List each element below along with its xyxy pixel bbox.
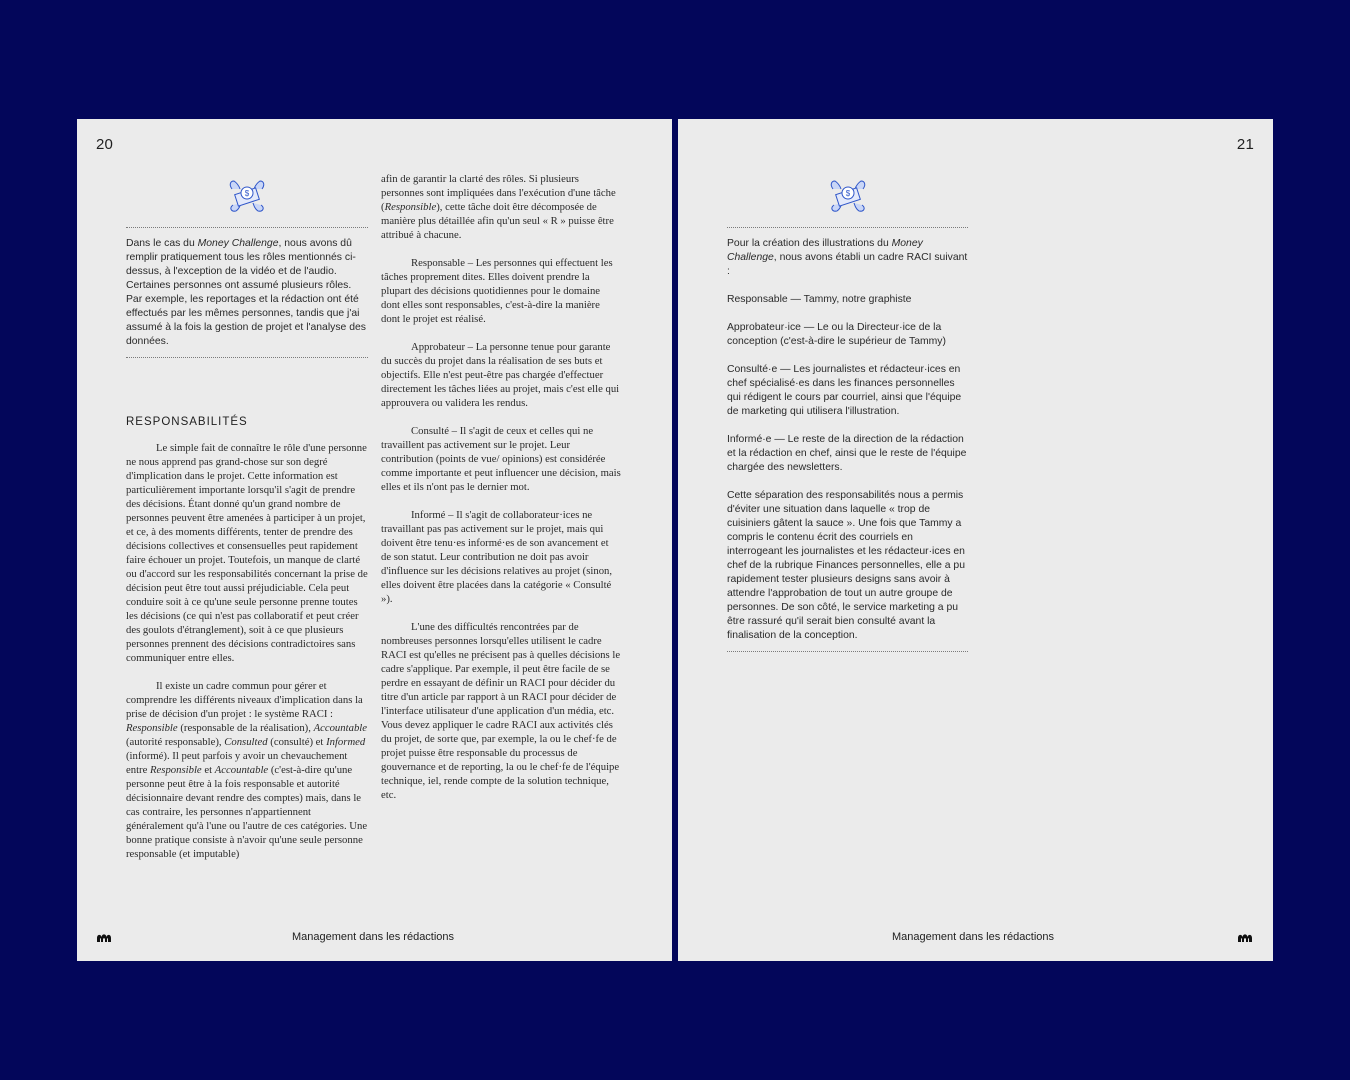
raci-example-box [727,228,968,651]
body-paragraph: afin de garantir la clarté des rôles. Si plusieurs personnes sont impliquées dans l'exécution d'une tâche (Responsible), cette tâche doit être décomposée de manière plus détaillée afin qu'un seul « R » puisse être attribué à chacune. [381,173,616,241]
raci-conclusion: Cette séparation des responsabilités nous a permis d'éviter une situation dans laquelle « trop de cuisiniers gâtent la sauce ». Une fois que Tammy a compris le contenu écrit des courriels en interrogeant les journalistes et les rédacteur·ices en chef de la rubrique Finances personnelles, elle a pu rapidement tester plusieurs designs sans avoir à attendre l'approbation de tout un autre groupe de personnes. De son côté, le service marketing a pu être rassuré qu'il serait bien consulté avant la finalisation de la conception. [727,490,965,641]
winged-coin-icon [228,177,266,213]
publisher-logo-icon [97,933,111,942]
body-paragraph: Le simple fait de connaître le rôle d'une personne ne nous apprend pas grand-chose sur son degré d'implication dans le projet. Cette information est particulièrement importante lorsqu'il s'agit de prendre des décisions. Étant donné qu'un grand nombre de personnes peuvent être amenées à participer à un projet, et ce, à des moments différents, tenter de prendre des décisions collectives et consensuelles peut rapidement faire échouer un projet. Toutefois, un manque de clarté ou d'accord sur les responsabilités concernant la prise de décision peut être tout aussi préjudiciable. Cela peut conduire soit à ce qu'une seule personne prenne toutes les décisions (ce qui n'est pas collaboratif et peut créer des goulots d'étranglement), soit à ce que plusieurs personnes prennent des décisions contradictoires sans communiquer entre elles. [126,442,368,664]
raci-informe: Informé·e — Le reste de la direction de la rédaction et la rédaction en chef, ainsi que le reste de l'équipe chargée des newsletters. [727,434,967,473]
left-column-2 [381,172,621,802]
section-heading: RESPONSABILITÉS [126,416,248,428]
role-consulte: Consulté – Il s'agit de ceux et celles qui ne travaillent pas activement sur le projet. Leur contribution (points de vue/ opinions) est considérée comme importante et peut influencer une décision, mais elles et ils n'ont pas le dernier mot. [381,425,621,493]
running-footer: Management dans les rédactions [292,931,455,943]
left-page [77,119,672,961]
page-number: 20 [96,136,114,153]
right-page [678,119,1273,961]
body-paragraph: L'une des difficultés rencontrées par de nombreuses personnes lorsqu'elles utilisent le cadre RACI est qu'elles ne précisent pas à quelles décisions le cadre s'applique. Par exemple, il peut être facile de se perdre en essayant de définir un RACI pour décider du titre d'un article par rapport à un RACI pour décider de l'interface utilisateur d'une application d'un média, etc. Vous devez appliquer le cadre RACI aux activités clés du projet, de sorte que, par exemple, la ou le chef·fe de projet puisse être responsable du processus de gouvernance et de reporting, la ou le chef·fe de l'équipe technique, iel, rende compte de la solution technique, etc. [381,621,621,801]
left-column-1 [126,177,368,861]
right-column [727,177,968,652]
raci-consulte: Consulté·e — Les journalistes et rédacteur·ices en chef spécialisé·es dans les finances personnelles qui rédigent le cours par courriel, ainsi que l'équipe de marketing qui utilisera l'illustration. [727,364,962,417]
running-footer: Management dans les rédactions [892,931,1055,943]
winged-coin-icon [829,177,867,213]
role-informe: Informé – Il s'agit de collaborateur·ices ne travaillant pas pas activement sur le projet, mais qui doivent être tenu·es informé·es de son avancement et de son statut. Leur contribution ne doit pas avoir d'influence sur les décisions relatives au projet (sinon, elles doivent être placées dans la catégorie « Consulté »). [381,509,613,605]
raci-approbateur: Approbateur·ice — Le ou la Directeur·ice de la conception (c'est-à-dire le supérieur de Tammy) [727,322,946,347]
intro-text: Dans le cas du Money Challenge, nous avons dû remplir pratiquement tous les rôles mentionnés ci-dessus, à l'exception de la vidéo et de l'audio. Certaines personnes ont assumé plusieurs rôles. Par exemple, les reportages et la rédaction ont été effectués par les mêmes personnes, tandis que j'ai assumé à la fois la gestion de projet et l'analyse des données. [126,238,366,347]
raci-intro: Pour la création des illustrations du Money Challenge, nous avons établi un cadre RACI suivant : [727,238,968,277]
role-approbateur: Approbateur – La personne tenue pour garante du succès du projet dans la réalisation de ses buts et objectifs. Elle n'est peut-être pas chargée d'effectuer directement les tâches liées au projet, mais c'est elle qui approuvera ou validera les rendus. [381,341,620,409]
divider [727,651,968,652]
publisher-logo-icon [1238,933,1252,942]
divider [126,357,368,358]
svg-text:$: $ [845,189,851,198]
page-number: 21 [1236,136,1254,153]
role-responsable: Responsable – Les personnes qui effectuent les tâches proprement dites. Elles doivent prendre la plupart des décisions quotidiennes pour le domaine dont elles sont responsables, c'est-à-dire la manière dont le projet est réalisé. [381,257,613,325]
svg-text:$: $ [244,189,250,198]
raci-paragraph: Il existe un cadre commun pour gérer et comprendre les différents niveaux d'implication dans la prise de décision d'un projet : le système RACI : Responsible (responsable de la réalisation), Accountable (autorité responsable), Consulted (consulté) et Informed (informé). Il peut parfois y avoir un chevauchement entre Responsible et Accountable (c'est-à-dire qu'une personne peut être à la fois responsable et autorité décisionnaire devant rendre des comptes) mais, dans le cas contraire, les personnes n'appartiennent généralement qu'à l'une ou l'autre de ces catégories. Une bonne pratique consiste à n'avoir qu'une seule personne responsable (et imputable) [126,680,368,860]
raci-responsable: Responsable — Tammy, notre graphiste [727,294,912,305]
